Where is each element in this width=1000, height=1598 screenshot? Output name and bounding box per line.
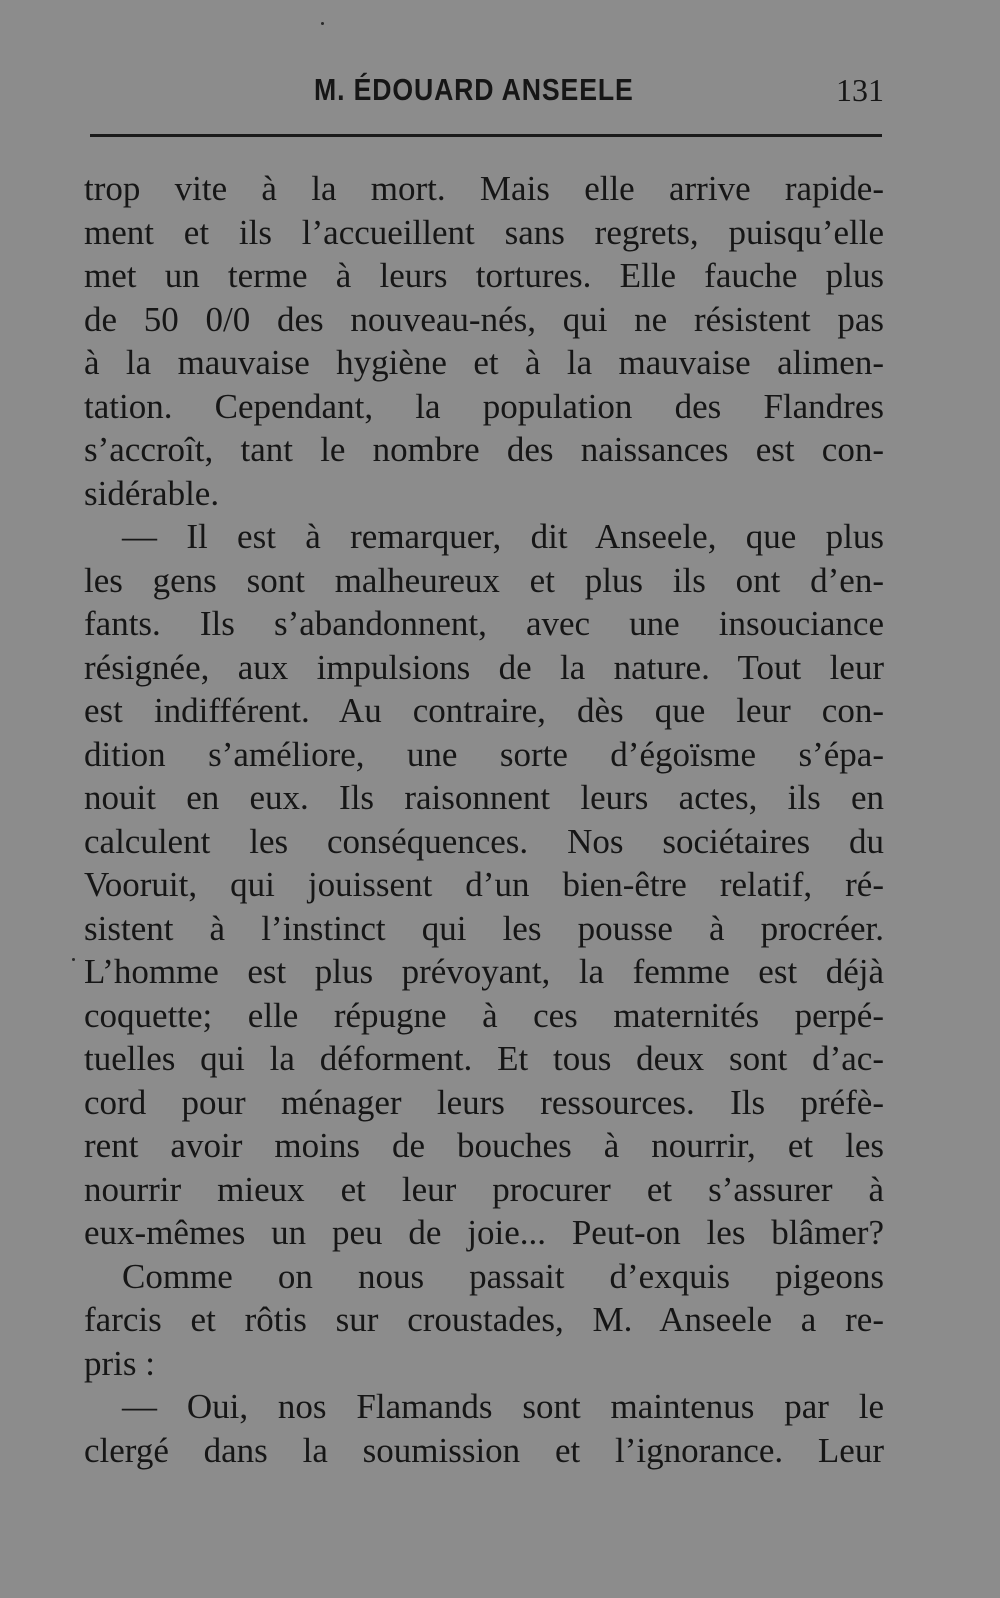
text-line: nouit en eux. Ils raisonnent leurs actes, ils en: [84, 778, 884, 817]
text-line: à la mauvaise hygiène et à la mauvaise alimen-: [84, 343, 884, 382]
text-line: — Oui, nos Flamands sont maintenus par le: [122, 1387, 884, 1426]
text-line: ment et ils l’accueillent sans regrets, puisqu’elle: [84, 212, 884, 252]
text-line: cord pour ménager leurs ressources. Ils préfè-: [84, 1082, 884, 1122]
body-text: [84, 167, 884, 1472]
text-line: tation. Cependant, la population des Flandres: [84, 386, 884, 426]
text-line: clergé dans la soumission et l’ignorance. Leur: [84, 1430, 884, 1470]
text-line: fants. Ils s’abandonnent, avec une insouciance: [84, 604, 884, 643]
text-line: calculent les conséquences. Nos sociétaires du: [84, 821, 884, 861]
text-line: sidérable.: [84, 473, 220, 513]
text-line: Comme on nous passait d’exquis pigeons: [122, 1256, 884, 1296]
paper-speck: [321, 22, 324, 25]
text-line: eux-mêmes un peu de joie... Peut-on les blâmer?: [84, 1213, 884, 1252]
text-line: farcis et rôtis sur croustades, M. Anseele a re-: [84, 1300, 884, 1339]
text-line: — Il est à remarquer, dit Anseele, que plus: [122, 517, 884, 556]
text-line: dition s’améliore, une sorte d’égoïsme s’épa-: [84, 734, 884, 774]
paper-speck: [72, 958, 75, 961]
page-number: 131: [836, 72, 884, 108]
text-line: L’homme est plus prévoyant, la femme est déjà: [84, 952, 884, 991]
text-line: nourrir mieux et leur procurer et s’assurer à: [84, 1169, 884, 1209]
text-line: sistent à l’instinct qui les pousse à procréer.: [84, 908, 884, 948]
text-line: résignée, aux impulsions de la nature. Tout leur: [84, 647, 884, 687]
text-line: s’accroît, tant le nombre des naissances est con-: [84, 430, 884, 469]
chapter-title: M. ÉDOUARD ANSEELE: [314, 72, 634, 107]
text-line: rent avoir moins de bouches à nourrir, et les: [84, 1126, 884, 1165]
running-head: [84, 72, 884, 112]
text-line: pris :: [84, 1343, 155, 1383]
header-rule: [90, 134, 882, 137]
text-line: de 50 0/0 des nouveau-nés, qui ne résistent pas: [84, 299, 884, 339]
text-line: tuelles qui la déforment. Et tous deux sont d’ac-: [84, 1039, 884, 1078]
text-line: Vooruit, qui jouissent d’un bien-être relatif, ré-: [84, 865, 884, 904]
text-line: coquette; elle répugne à ces maternités perpé-: [84, 995, 884, 1035]
text-line: est indifférent. Au contraire, dès que leur con-: [84, 691, 884, 730]
text-line: trop vite à la mort. Mais elle arrive rapide-: [84, 169, 884, 208]
text-line: les gens sont malheureux et plus ils ont d’en-: [84, 560, 884, 600]
text-line: met un terme à leurs tortures. Elle fauche plus: [84, 256, 884, 295]
